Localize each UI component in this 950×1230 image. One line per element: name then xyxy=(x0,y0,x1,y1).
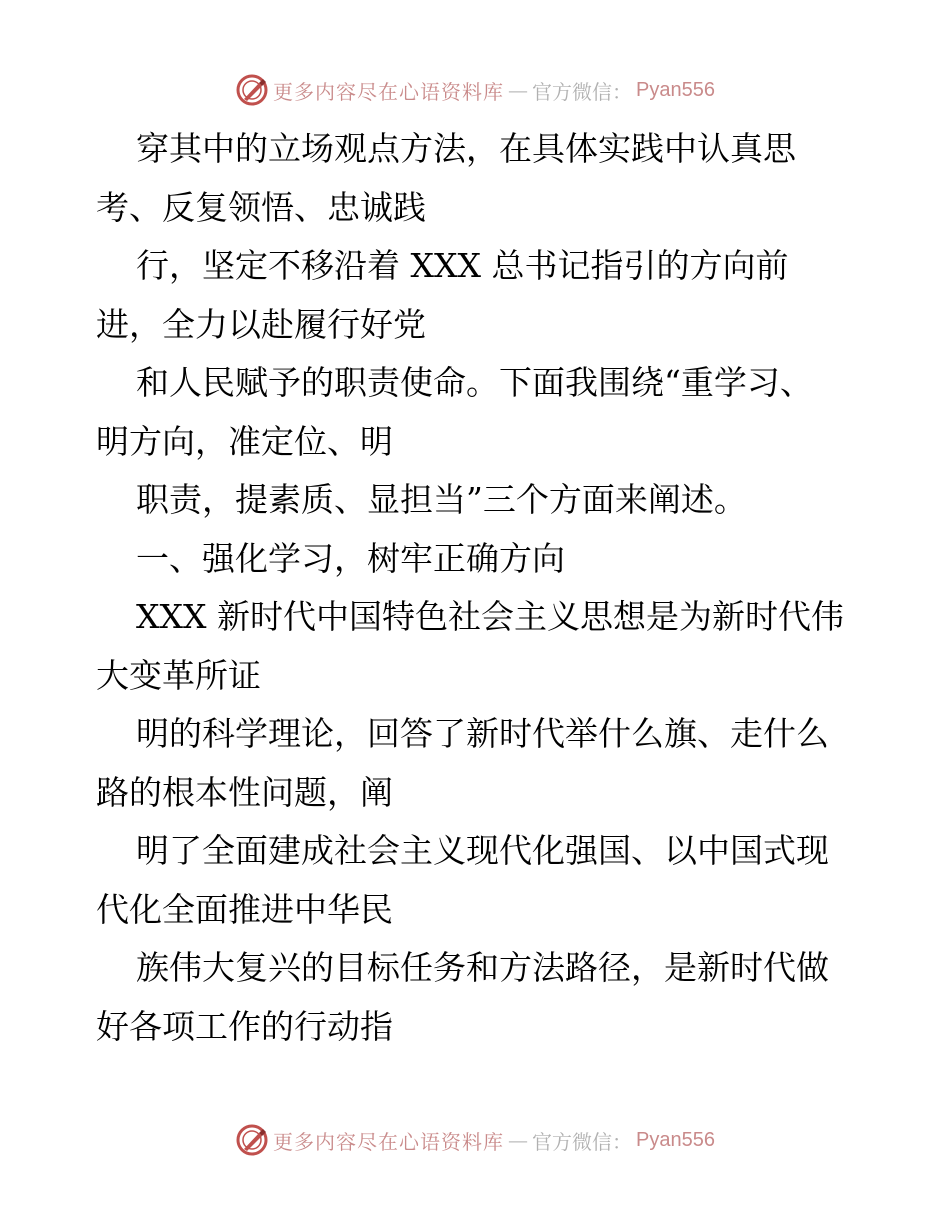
text-line: 进，全力以赴履行好党 xyxy=(96,304,426,344)
pen-circle-logo-icon xyxy=(235,73,269,107)
text-line: 好各项工作的行动指 xyxy=(96,1006,393,1046)
footer-watermark xyxy=(0,1122,950,1158)
text-line: 族伟大复兴的目标任务和方法路径，是新时代做 xyxy=(136,948,829,987)
text-line: 明方向，准定位、明 xyxy=(96,421,393,461)
watermark-separator: — xyxy=(508,1128,529,1152)
watermark-contact-id: Pyan556 xyxy=(636,78,715,101)
text-line: XXX 新时代中国特色社会主义思想是为新时代伟 xyxy=(136,597,844,636)
section-heading: 一、强化学习，树牢正确方向 xyxy=(136,538,565,578)
watermark-text: 更多内容尽在心语资料库 xyxy=(273,79,505,104)
watermark-contact-id: Pyan556 xyxy=(636,1128,715,1151)
text-line: 行，坚定不移沿着 XXX 总书记指引的方向前 xyxy=(136,246,789,285)
text-line: 和人民赋予的职责使命。下面我围绕“重学习、 xyxy=(136,363,813,402)
text-line: 职责，提素质、显担当”三个方面来阐述。 xyxy=(136,480,747,519)
text-line: 代化全面推进中华民 xyxy=(96,889,393,929)
pen-circle-logo-icon xyxy=(235,1123,269,1157)
watermark-contact-label: 官方微信： xyxy=(532,1129,633,1154)
watermark-separator: — xyxy=(508,78,529,102)
body-text xyxy=(96,120,856,1056)
header-watermark xyxy=(0,72,950,108)
watermark-text: 更多内容尽在心语资料库 xyxy=(273,1129,505,1154)
text-line: 穿其中的立场观点方法，在具体实践中认真思 xyxy=(136,129,796,168)
text-line: 大变革所证 xyxy=(96,655,261,695)
text-line: 路的根本性问题，阐 xyxy=(96,772,393,812)
watermark-contact-label: 官方微信： xyxy=(532,79,633,104)
text-line: 明的科学理论，回答了新时代举什么旗、走什么 xyxy=(136,714,829,753)
text-line: 明了全面建成社会主义现代化强国、以中国式现 xyxy=(136,831,829,870)
text-line: 考、反复领悟、忠诚践 xyxy=(96,187,426,227)
